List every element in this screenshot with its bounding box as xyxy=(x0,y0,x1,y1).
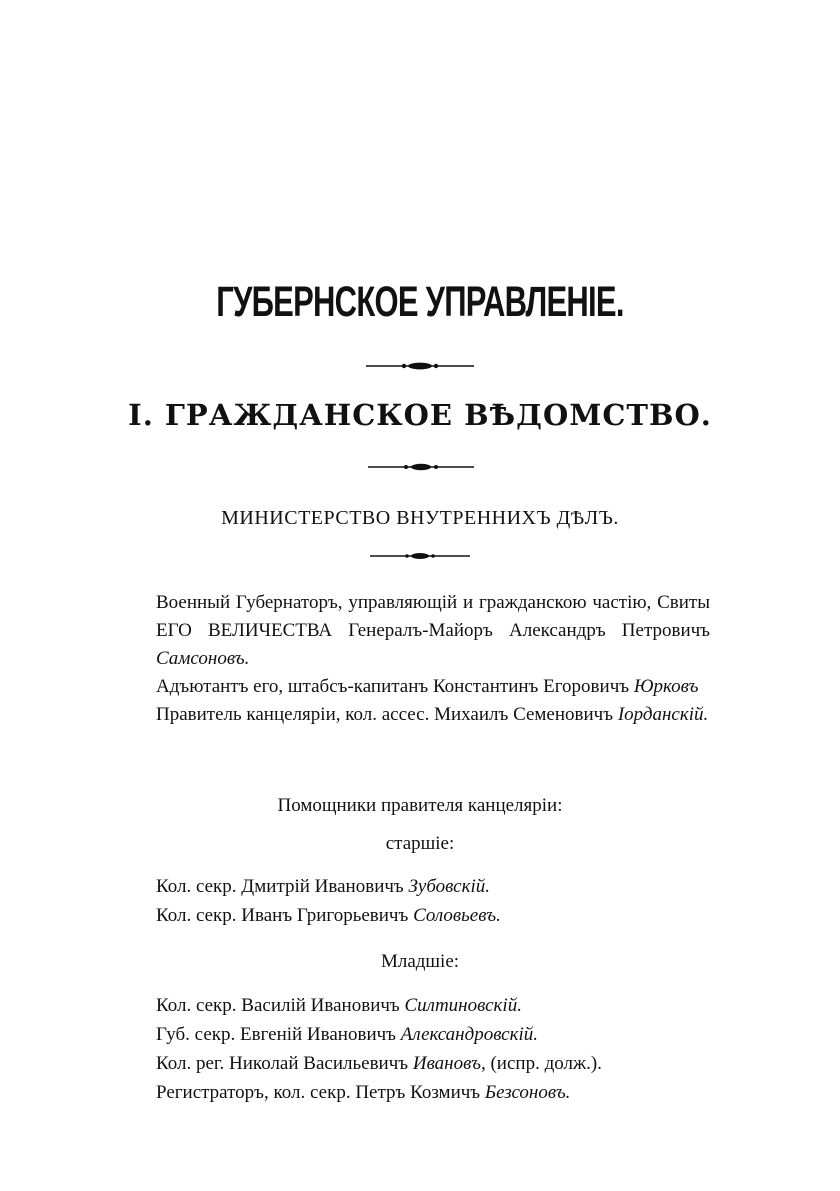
adjutant-entry xyxy=(156,673,710,701)
person-name: Николай Васильевичъ xyxy=(229,1053,409,1074)
person-surname: Безсоновъ. xyxy=(484,1082,571,1103)
ministry-heading: МИНИСТЕРСТВО ВНУТРЕННИХЪ ДѢЛЪ. xyxy=(221,507,619,529)
adjutant-text: Адъютантъ его, штабсъ-капитанъ Константинъ Егоровичъ xyxy=(156,676,630,697)
chancery-head-surname: Іорданскій. xyxy=(617,704,709,725)
list-item xyxy=(156,872,756,901)
adjutant-surname: Юрковъ xyxy=(633,676,699,697)
section-heading: I. ГРАЖДАНСКОЕ ВѢДОМСТВО. xyxy=(128,398,712,432)
person-name: Иванъ Григорьевичъ xyxy=(241,905,409,926)
ornament-divider xyxy=(0,461,840,473)
senior-list xyxy=(156,872,756,930)
list-item xyxy=(156,1049,756,1078)
rank: Кол. секр. xyxy=(156,876,237,897)
assistants-heading: Помощники правителя канцеляріи: xyxy=(277,795,563,816)
person-surname: Соловьевъ. xyxy=(413,905,501,926)
rank: Кол. рег. xyxy=(156,1053,225,1074)
governor-entry xyxy=(156,589,710,673)
rank: Кол. секр. xyxy=(156,995,237,1016)
ornament-divider xyxy=(0,550,840,562)
governor-text: Военный Губернаторъ, управляющій и гражданскою частію, Свиты ЕГО ВЕЛИЧЕСТВА Генералъ-Майоръ Александръ Петровичъ xyxy=(156,592,710,641)
list-item xyxy=(156,991,756,1020)
junior-heading: Младшіе: xyxy=(380,951,460,972)
page-title: ГУБЕРНСКОЕ УПРАВЛЕНІЕ. xyxy=(216,278,624,326)
person-name: Василій Ивановичъ xyxy=(241,995,400,1016)
person-surname: Зубовскій. xyxy=(408,876,490,897)
person-name: Петръ Козмичъ xyxy=(355,1082,481,1103)
senior-heading: старшіе: xyxy=(385,833,455,854)
chancery-head-text: Правитель канцеляріи, кол. ассес. Михаилъ Семеновичъ xyxy=(156,704,614,725)
list-item xyxy=(156,1020,756,1049)
person-note: (испр. долж.). xyxy=(490,1053,602,1074)
person-name: Дмитрій Ивановичъ xyxy=(241,876,404,897)
person-surname: Силтиновскій. xyxy=(404,995,522,1016)
rank: Губ. секр. xyxy=(156,1024,236,1045)
list-item xyxy=(156,1078,756,1107)
governor-surname: Самсоновъ. xyxy=(156,648,250,669)
list-item xyxy=(156,901,756,930)
chancery-head-entry xyxy=(156,701,710,729)
rank: Регистраторъ, кол. секр. xyxy=(156,1082,351,1103)
ornament-divider xyxy=(0,360,840,372)
person-surname: Ивановъ, xyxy=(412,1053,486,1074)
rank: Кол. секр. xyxy=(156,905,237,926)
junior-list xyxy=(156,991,756,1107)
officials-block xyxy=(156,589,710,729)
person-surname: Александровскій. xyxy=(400,1024,539,1045)
person-name: Евгеній Ивановичъ xyxy=(240,1024,396,1045)
